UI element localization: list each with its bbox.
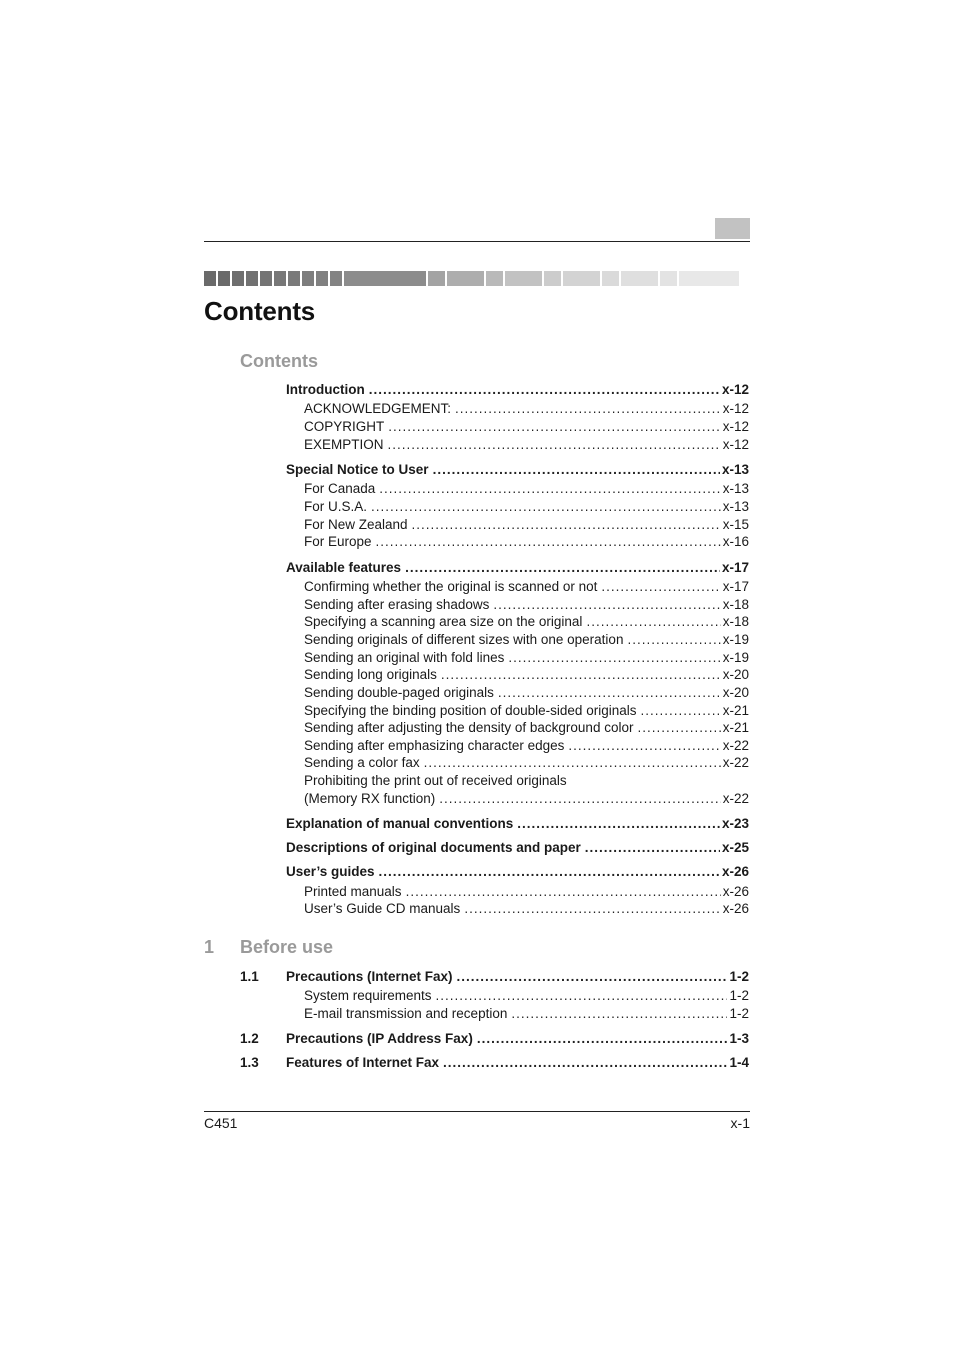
toc-label: Sending after erasing shadows <box>304 597 490 612</box>
leader-dots <box>517 816 720 831</box>
toc-subentry[interactable] <box>304 499 749 517</box>
toc-page: x-19 <box>722 650 749 665</box>
toc-subentry[interactable] <box>304 685 749 703</box>
toc-page: x-19 <box>722 632 749 647</box>
toc-page: 1-4 <box>729 1055 749 1070</box>
toc-subentry[interactable] <box>304 419 749 437</box>
toc-entry-available-features[interactable] <box>286 560 749 578</box>
toc-subentry[interactable] <box>304 667 749 685</box>
leader-dots <box>388 437 721 452</box>
leader-dots <box>511 1006 727 1021</box>
leader-dots <box>493 597 720 612</box>
toc-subentry[interactable] <box>304 597 749 615</box>
leader-dots <box>455 401 721 416</box>
leader-dots <box>441 667 721 682</box>
toc-label: Descriptions of original documents and paper <box>286 840 581 855</box>
toc-page: x-22 <box>722 738 749 753</box>
toc-label: Confirming whether the original is scanned or not <box>304 579 598 594</box>
toc-label: Sending after adjusting the density of background color <box>304 720 634 735</box>
title-band <box>204 271 750 286</box>
toc-label: User’s Guide CD manuals <box>304 901 461 916</box>
toc-page: x-26 <box>721 864 749 879</box>
leader-dots <box>637 720 720 735</box>
toc-page: x-21 <box>722 703 749 718</box>
toc-page: x-12 <box>722 401 749 416</box>
toc-label: Sending a color fax <box>304 755 420 770</box>
toc-subentry[interactable] <box>304 1006 749 1024</box>
header-tab <box>715 218 750 239</box>
toc-page: x-17 <box>722 579 749 594</box>
toc-page: x-22 <box>722 791 749 806</box>
toc-page: x-20 <box>722 685 749 700</box>
toc-label: Printed manuals <box>304 884 402 899</box>
leader-dots <box>640 703 720 718</box>
toc-entry-introduction[interactable] <box>286 382 749 400</box>
toc-page: x-17 <box>721 560 749 575</box>
toc-subentry[interactable] <box>304 703 749 721</box>
toc-page: 1-2 <box>729 969 749 984</box>
page-title: Contents <box>204 296 316 326</box>
toc-subentry[interactable] <box>304 579 749 597</box>
toc-label: Sending originals of different sizes with one operation <box>304 632 624 647</box>
leader-dots <box>424 755 721 770</box>
leader-dots <box>457 969 728 984</box>
toc-entry-descriptions[interactable] <box>286 840 749 858</box>
chapter-title: Before use <box>240 937 334 957</box>
footer-model: C451 <box>204 1115 238 1131</box>
toc-label: E-mail transmission and reception <box>304 1006 508 1021</box>
toc-label: Specifying a scanning area size on the original <box>304 614 583 629</box>
leader-dots <box>406 884 721 899</box>
toc-subentry[interactable] <box>304 791 749 809</box>
toc-page: x-18 <box>722 597 749 612</box>
leader-dots <box>388 419 720 434</box>
toc-label: User’s guides <box>286 864 375 879</box>
toc-label: Sending long originals <box>304 667 437 682</box>
toc-label: For New Zealand <box>304 517 408 532</box>
leader-dots <box>443 1055 727 1070</box>
leader-dots <box>369 382 720 397</box>
toc-subentry[interactable] <box>304 481 749 499</box>
leader-dots <box>376 534 721 549</box>
toc-subentry-line1[interactable]: Prohibiting the print out of received originals <box>304 773 567 788</box>
toc-label: Features of Internet Fax <box>286 1055 440 1070</box>
toc-page: x-23 <box>721 816 749 831</box>
toc-label: COPYRIGHT <box>304 419 385 434</box>
toc-label: Explanation of manual conventions <box>286 816 514 831</box>
toc-page: x-22 <box>722 755 749 770</box>
footer-rule <box>204 1111 750 1112</box>
toc-page: x-16 <box>722 534 749 549</box>
toc-page: x-21 <box>722 720 749 735</box>
toc-label: ACKNOWLEDGEMENT: <box>304 401 452 416</box>
footer-page-number: x-1 <box>730 1115 750 1131</box>
toc-label: Introduction <box>286 382 365 397</box>
leader-dots <box>464 901 720 916</box>
toc-label: Special Notice to User <box>286 462 429 477</box>
toc-entry-section-1-2[interactable] <box>286 1031 749 1049</box>
toc-subentry[interactable] <box>304 534 749 552</box>
toc-subentry[interactable] <box>304 437 749 455</box>
leader-dots <box>439 791 720 806</box>
leader-dots <box>601 579 720 594</box>
leader-dots <box>586 614 720 629</box>
leader-dots <box>379 864 720 879</box>
toc-label: For Canada <box>304 481 376 496</box>
toc-subentry[interactable] <box>304 614 749 632</box>
toc-entry-section-1-3[interactable] <box>286 1055 749 1073</box>
toc-page: 1-2 <box>729 988 749 1003</box>
toc-page: x-26 <box>722 884 749 899</box>
toc-page: x-12 <box>722 419 749 434</box>
toc-page: 1-3 <box>729 1031 749 1046</box>
toc-page: x-26 <box>722 901 749 916</box>
toc-page: x-20 <box>722 667 749 682</box>
toc-label: Sending double-paged originals <box>304 685 494 700</box>
section-heading: Contents <box>240 351 318 371</box>
toc-page: x-15 <box>722 517 749 532</box>
leader-dots <box>405 560 720 575</box>
toc-page: x-13 <box>722 481 749 496</box>
leader-dots <box>568 738 720 753</box>
toc-label: Sending after emphasizing character edges <box>304 738 565 753</box>
toc-label: Specifying the binding position of double-sided originals <box>304 703 637 718</box>
toc-subentry[interactable] <box>304 632 749 650</box>
toc-entry-users-guides[interactable] <box>286 864 749 882</box>
toc-label: System requirements <box>304 988 432 1003</box>
toc-label: Precautions (Internet Fax) <box>286 969 453 984</box>
toc-label: For Europe <box>304 534 372 549</box>
leader-dots <box>508 650 720 665</box>
toc-subentry[interactable] <box>304 720 749 738</box>
section-number: 1.3 <box>240 1055 259 1070</box>
leader-dots <box>477 1031 728 1046</box>
toc-label: For U.S.A. <box>304 499 368 514</box>
leader-dots <box>433 462 720 477</box>
leader-dots <box>379 481 720 496</box>
toc-entry-section-1-1[interactable] <box>286 969 749 987</box>
leader-dots <box>371 499 721 514</box>
leader-dots <box>412 517 721 532</box>
chapter-number: 1 <box>204 937 215 957</box>
leader-dots <box>436 988 728 1003</box>
toc-page: x-18 <box>722 614 749 629</box>
toc-page: x-13 <box>722 499 749 514</box>
toc-page: x-12 <box>721 382 749 397</box>
toc-entry-special-notice[interactable] <box>286 462 749 480</box>
toc-subentry[interactable] <box>304 901 749 919</box>
toc-label: (Memory RX function) <box>304 791 436 806</box>
toc-subentry[interactable] <box>304 988 749 1006</box>
toc-page: x-25 <box>721 840 749 855</box>
toc-subentry[interactable] <box>304 755 749 773</box>
toc-subentry[interactable] <box>304 738 749 756</box>
leader-dots <box>627 632 720 647</box>
toc-label: Sending an original with fold lines <box>304 650 505 665</box>
toc-label: EXEMPTION <box>304 437 384 452</box>
toc-subentry[interactable] <box>304 884 749 902</box>
toc-subentry[interactable] <box>304 650 749 668</box>
section-number: 1.2 <box>240 1031 259 1046</box>
toc-label: Available features <box>286 560 402 575</box>
leader-dots <box>498 685 721 700</box>
header-rule <box>204 241 750 242</box>
toc-page: 1-2 <box>729 1006 749 1021</box>
toc-page: x-13 <box>721 462 749 477</box>
leader-dots <box>585 840 720 855</box>
toc-page: x-12 <box>722 437 749 452</box>
toc-subentry[interactable] <box>304 401 749 419</box>
toc-subentry[interactable] <box>304 517 749 535</box>
toc-label: Precautions (IP Address Fax) <box>286 1031 473 1046</box>
toc-entry-explanation[interactable] <box>286 816 749 834</box>
section-number: 1.1 <box>240 969 259 984</box>
